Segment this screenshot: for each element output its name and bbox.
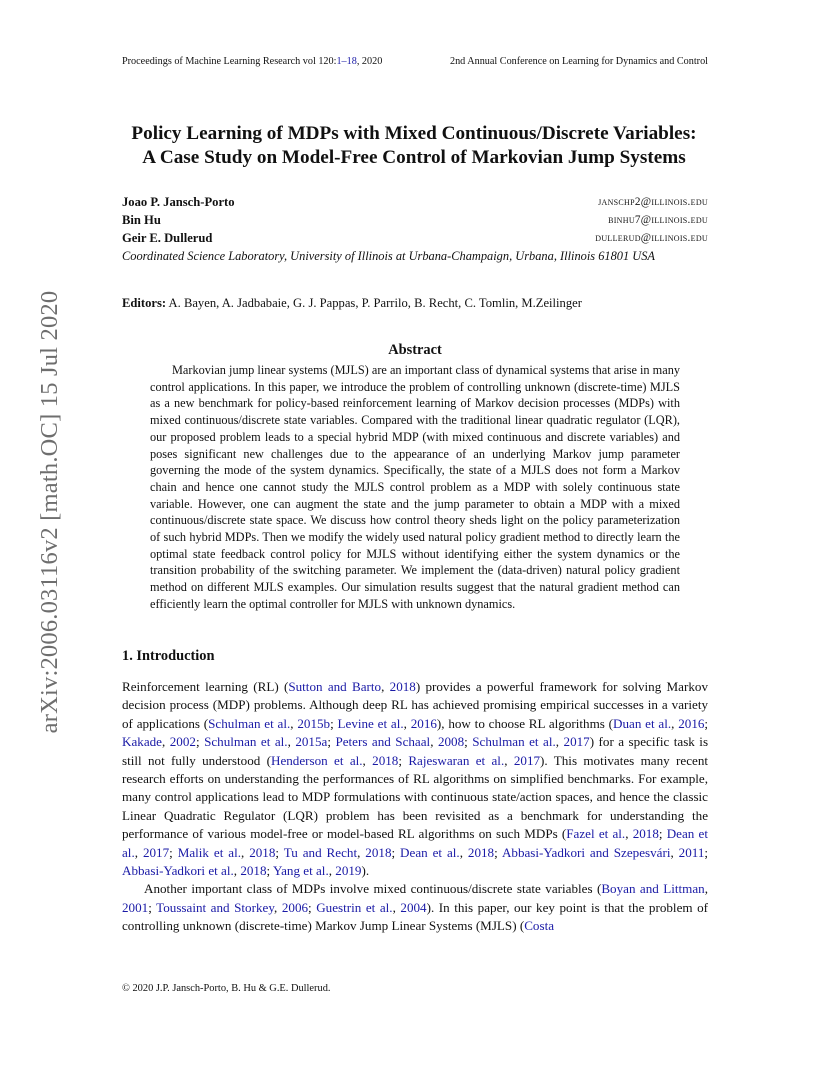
body-text: ,	[362, 752, 373, 768]
body-text: ,	[287, 734, 296, 750]
citation-link[interactable]: Peters and Schaal	[335, 734, 431, 750]
body-text: ;	[391, 844, 401, 860]
citation-link[interactable]: Malik et al.	[177, 844, 241, 860]
body-text: ;	[658, 826, 667, 842]
author-name: Geir E. Dullerud	[122, 231, 213, 245]
body-text: ;	[266, 863, 273, 879]
page-range-link[interactable]: 1–18	[336, 56, 357, 67]
author-block	[122, 193, 708, 265]
citation-link[interactable]: 2006	[281, 899, 309, 915]
citation-link[interactable]: 2017	[142, 844, 170, 860]
author-row	[122, 229, 708, 247]
body-text: ;	[330, 715, 338, 731]
citation-link[interactable]: Abbasi-Yadkori et al.	[122, 863, 234, 879]
journal-info: Proceedings of Machine Learning Research vol 120:1–18, 2020	[122, 56, 383, 67]
citation-link[interactable]: Schulman et al.	[472, 734, 556, 750]
author-email: dullerud@illinois.edu	[595, 232, 708, 244]
section-heading: 1. Introduction	[122, 648, 215, 664]
citation-link[interactable]: Schulman et al.	[208, 715, 291, 731]
citation-link[interactable]: Sutton and Barto	[288, 679, 382, 694]
body-text: ,	[240, 844, 250, 860]
citation-link[interactable]: Levine et al.	[337, 715, 404, 731]
citation-link[interactable]: 2016	[678, 715, 705, 731]
citation-link[interactable]: 2015a	[295, 734, 328, 750]
body-text: ,	[134, 844, 143, 860]
body-text: ).	[361, 863, 370, 879]
intro-paragraph-1	[122, 678, 708, 880]
author-row	[122, 193, 708, 211]
citation-link[interactable]: Yang et al.	[272, 863, 329, 879]
body-text: ,	[162, 734, 170, 750]
body-text: ;	[308, 899, 317, 915]
body-text: ) provides a powerful framework for solving Markov decision process (MDP) problems. Although deep RL has achieved promising empirical successes in a variety of applications (	[122, 679, 708, 731]
author-row	[122, 211, 708, 229]
body-text: ,	[290, 715, 298, 731]
intro-paragraph-2	[122, 880, 708, 935]
body-text: ;	[704, 715, 709, 731]
paper-title	[110, 122, 718, 170]
citation-link[interactable]: Dean et al.	[400, 844, 460, 860]
body-text: ). This motivates many recent research efforts on understanding the performances of RL algorithms on simplified benchmarks. For example, many control applications lead to MDP formulations with continuous state/action spaces, and hence the classic Linear Quadratic Regulator (LQR) problem has been revisited as a benchmark for understanding the performance of various model-free or model-based RL algorithms on such MDPs (	[122, 752, 709, 842]
author-name: Bin Hu	[122, 213, 161, 227]
conference-name: 2nd Annual Conference on Learning for Dynamics and Control	[449, 56, 708, 67]
body-text: ,	[671, 715, 679, 731]
affiliation: Coordinated Science Laboratory, University of Illinois at Urbana-Champaign, Urbana, Illinois 61801 USA	[122, 249, 656, 263]
body-text: ,	[392, 899, 401, 915]
body-text: ;	[398, 752, 409, 768]
body-text: ). In this paper, our key point is that the problem of controlling unknown (discrete-time) Markov Jump Linear Systems (MJLS) (	[122, 899, 709, 934]
citation-link[interactable]: Abbasi-Yadkori and Szepesvári	[501, 844, 671, 860]
body-text: ;	[464, 734, 473, 750]
citation-link[interactable]: Tu and Recht	[283, 844, 358, 860]
citation-link[interactable]: 2018	[467, 844, 495, 860]
citation-link[interactable]: 2018	[389, 679, 416, 694]
body-text: ,	[670, 844, 679, 860]
body-text: ) for a specific task is still not fully understood (	[122, 734, 709, 768]
citation-link[interactable]: 2001	[122, 899, 149, 915]
title-line-2: A Case Study on Model-Free Control of Markovian Jump Systems	[142, 147, 686, 168]
editors-line	[122, 296, 708, 311]
body-text: ;	[327, 734, 336, 750]
title-line-1: Policy Learning of MDPs with Mixed Continuous/Discrete Variables:	[131, 123, 697, 144]
citation-link[interactable]: 2002	[169, 734, 196, 750]
citation-link[interactable]: Dean et al.	[122, 826, 708, 860]
body-text: ,	[357, 844, 366, 860]
body-text: Reinforcement learning (RL) (	[122, 679, 289, 694]
citation-link[interactable]: 2018	[365, 844, 392, 860]
body-text: ,	[625, 826, 633, 842]
body-text: ,	[403, 715, 411, 731]
citation-link[interactable]: Duan et al.	[613, 715, 672, 731]
editors-list: A. Bayen, A. Jadbabaie, G. J. Pappas, P. Parrilo, B. Recht, C. Tomlin, M.Zeilinger	[168, 296, 582, 310]
arxiv-stamp: arXiv:2006.03116v2 [math.OC] 15 Jul 2020	[36, 290, 63, 734]
citation-link[interactable]: Henderson et al.	[270, 752, 363, 768]
abstract-heading: Abstract	[388, 342, 442, 358]
citation-link[interactable]: Boyan and Littman	[601, 881, 705, 897]
body-text: ;	[275, 844, 284, 860]
citation-link[interactable]: 2017	[563, 734, 590, 750]
author-name: Joao P. Jansch-Porto	[122, 195, 235, 209]
citation-link[interactable]: Schulman et al.	[204, 734, 288, 750]
citation-link[interactable]: 2018	[240, 863, 267, 879]
body-text: ), how to choose RL algorithms (	[436, 715, 614, 731]
body-text: ,	[504, 752, 514, 768]
citation-link[interactable]: Toussaint and Storkey	[156, 899, 275, 915]
body-text: ,	[328, 863, 336, 879]
introduction-body	[122, 678, 708, 936]
body-text: ,	[430, 734, 438, 750]
citation-link[interactable]: 2018	[372, 752, 399, 768]
citation-link[interactable]: Kakade	[122, 734, 162, 750]
citation-link[interactable]: 2008	[437, 734, 465, 750]
body-text: Another important class of MDPs involve mixed continuous/discrete state variables (	[144, 881, 602, 897]
body-text: ,	[704, 881, 709, 897]
citation-link[interactable]: 2019	[335, 863, 362, 879]
body-text: ;	[704, 844, 709, 860]
citation-link[interactable]: 2004	[400, 899, 427, 915]
body-text: ,	[274, 899, 282, 915]
citation-link[interactable]: 2018	[249, 844, 276, 860]
body-text: ;	[148, 899, 157, 915]
citation-link[interactable]: 2017	[513, 752, 541, 768]
body-text: ,	[555, 734, 564, 750]
citation-link[interactable]: 2016	[410, 715, 437, 731]
running-header	[122, 56, 708, 67]
body-text: ;	[169, 844, 178, 860]
body-text: ,	[233, 863, 241, 879]
abstract-text: Markovian jump linear systems (MJLS) are an important class of dynamical systems that arise in many control applications. In this paper, we introduce the problem of controlling unknown (discrete-time) MJLS as a new benchmark for policy-based reinforcement learning of Markov decision processes (MDPs) with mixed continuous/discrete state variables. Compared with the traditional linear quadratic regulator (LQR), our proposed problem leads to a special hybrid MDP (with mixed continuous and discrete variables) and poses significant new challenges due to the appearance of an underlying Markov jump parameter governing the mode of the system dynamics. Specifically, the state of a MJLS does not form a Markov chain and hence one cannot study the MJLS control problem as a MDP with solely continuous state variable. However, one can augment the state and the jump parameter to obtain a MDP with a mixed continuous/discrete state space. We discuss how control theory sheds light on the policy parameterization of such hybrid MDPs. Then we modify the widely used natural policy gradient method to directly learn the optimal state feedback control policy for MJLS without identifying either the system dynamics or the transition probability of the switching parameter. We implement the (data-driven) natural policy gradient method on different MJLS examples. Our simulation results suggest that the natural gradient method can efficiently learn the optimal controller for MJLS with unknown dynamics.	[150, 363, 680, 611]
citation-link[interactable]: 2018	[632, 826, 659, 842]
body-text: ;	[494, 844, 502, 860]
body-text: ,	[381, 679, 390, 694]
author-email: binhu7@illinois.edu	[608, 214, 708, 226]
body-text: ;	[195, 734, 205, 750]
citation-link[interactable]: 2015b	[297, 715, 331, 731]
citation-link[interactable]: Costa	[524, 918, 555, 934]
copyright-notice: © 2020 J.P. Jansch-Porto, B. Hu & G.E. Dullerud.	[122, 983, 331, 994]
author-email: janschp2@illinois.edu	[598, 196, 708, 208]
citation-link[interactable]: Fazel et al.	[566, 826, 626, 842]
citation-link[interactable]: 2011	[678, 844, 705, 860]
citation-link[interactable]: Rajeswaran et al.	[408, 752, 505, 768]
editors-label: Editors:	[122, 296, 167, 310]
body-text: ,	[459, 844, 468, 860]
citation-link[interactable]: Guestrin et al.	[316, 899, 393, 915]
